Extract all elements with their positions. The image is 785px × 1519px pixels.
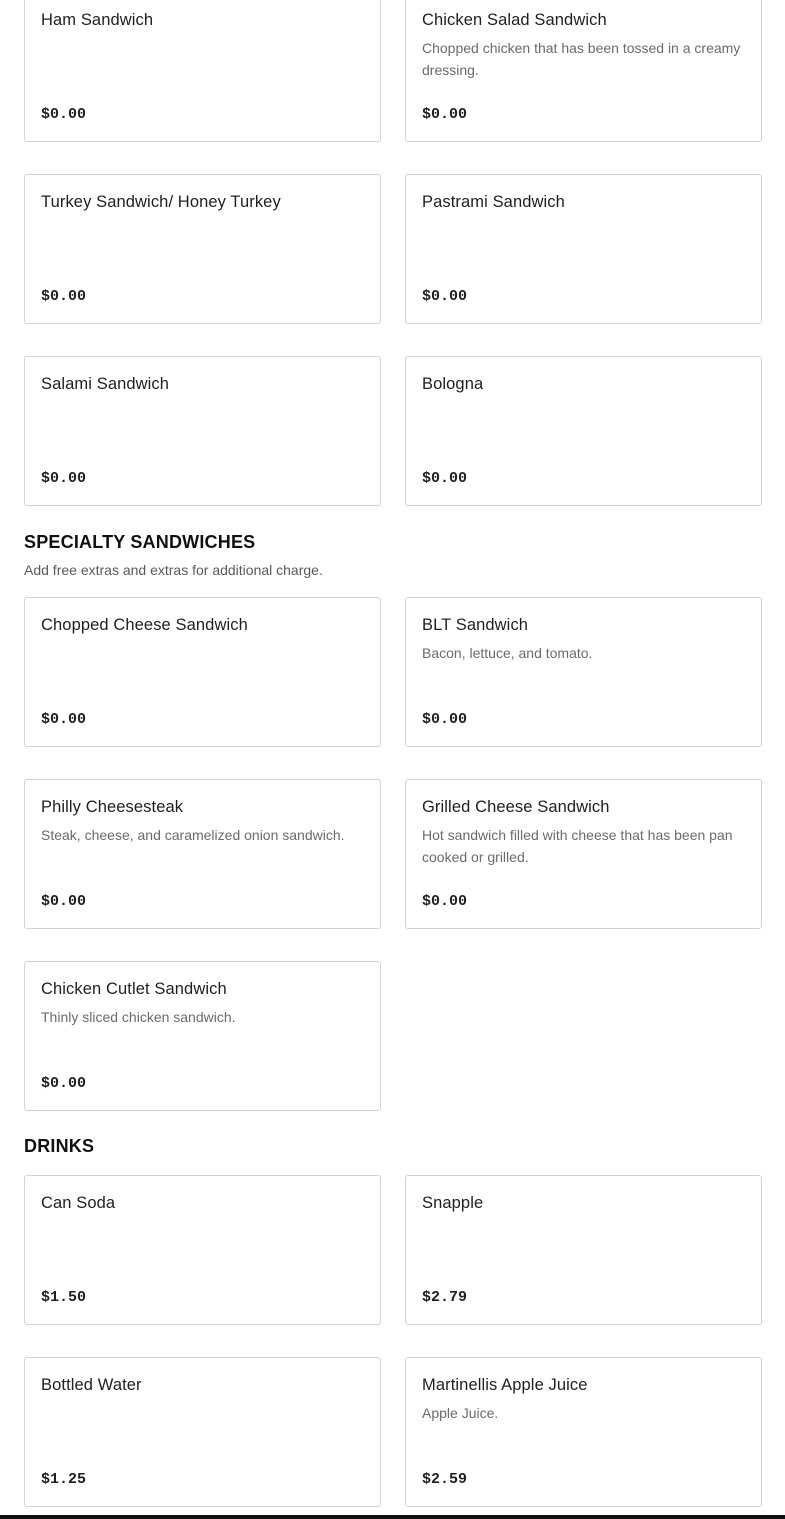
menu-item-card[interactable] [24,174,381,324]
menu-item-description: Hot sandwich filled with cheese that has been pan cooked or grilled. [422,827,733,865]
section-title: DRINKS [24,1136,95,1156]
menu-item-name: Ham Sandwich [41,11,154,29]
menu-item-card[interactable] [405,1357,762,1507]
menu-item-description: Apple Juice. [422,1405,499,1421]
menu-item-price: $0.00 [41,106,87,123]
menu-item-name: Bologna [422,375,484,393]
menu-item-price: $0.00 [422,288,468,305]
menu-item-description: Chopped chicken that has been tossed in a creamy dressing. [422,40,741,78]
menu-item-price: $0.00 [422,106,468,123]
menu-item-card[interactable] [405,597,762,747]
section-subtitle: Add free extras and extras for additional charge. [24,562,323,578]
menu-item-price: $0.00 [422,470,468,487]
menu-grid-classic [24,0,761,506]
menu-item-card[interactable] [405,779,762,929]
menu-item-card[interactable] [24,597,381,747]
menu-item-card[interactable] [24,356,381,506]
menu-item-name: Turkey Sandwich/ Honey Turkey [41,193,281,211]
menu-item-name: Martinellis Apple Juice [422,1376,588,1394]
menu-item-card[interactable] [405,356,762,506]
menu-item-card[interactable] [24,779,381,929]
menu-item-name: Chicken Cutlet Sandwich [41,980,227,998]
menu-item-name: Bottled Water [41,1376,142,1394]
menu-item-card[interactable] [405,174,762,324]
menu-item-description: Steak, cheese, and caramelized onion sandwich. [41,827,345,843]
bottom-bar [0,1515,785,1519]
menu-item-price: $0.00 [422,711,468,728]
menu-item-price: $1.50 [41,1289,87,1306]
menu-item-price: $0.00 [41,1075,87,1092]
menu-grid-drinks [24,1175,761,1507]
menu-item-card[interactable] [24,1357,381,1507]
menu-item-price: $0.00 [41,711,87,728]
menu-item-card[interactable] [24,1175,381,1325]
menu-item-price: $0.00 [41,288,87,305]
menu-item-price: $0.00 [422,893,468,910]
section-title: SPECIALTY SANDWICHES [24,532,256,552]
menu-item-price: $2.79 [422,1289,468,1306]
menu-item-card[interactable] [405,0,762,142]
menu-item-description: Thinly sliced chicken sandwich. [41,1009,236,1025]
menu-item-price: $1.25 [41,1471,87,1488]
menu-grid-specialty [24,597,761,1111]
menu-item-card[interactable] [405,1175,762,1325]
menu-item-card[interactable] [24,0,381,142]
menu-item-price: $2.59 [422,1471,468,1488]
menu-item-name: Pastrami Sandwich [422,193,565,211]
menu-item-name: Grilled Cheese Sandwich [422,798,610,816]
menu-item-name: Snapple [422,1194,484,1212]
menu-item-name: Salami Sandwich [41,375,170,393]
menu-item-name: BLT Sandwich [422,616,529,634]
menu-item-price: $0.00 [41,893,87,910]
menu-item-name: Can Soda [41,1194,116,1212]
menu-item-name: Philly Cheesesteak [41,798,184,816]
menu-item-card[interactable] [24,961,381,1111]
menu-item-name: Chicken Salad Sandwich [422,11,607,29]
menu-item-price: $0.00 [41,470,87,487]
menu-item-description: Bacon, lettuce, and tomato. [422,645,593,661]
menu-item-name: Chopped Cheese Sandwich [41,616,248,634]
